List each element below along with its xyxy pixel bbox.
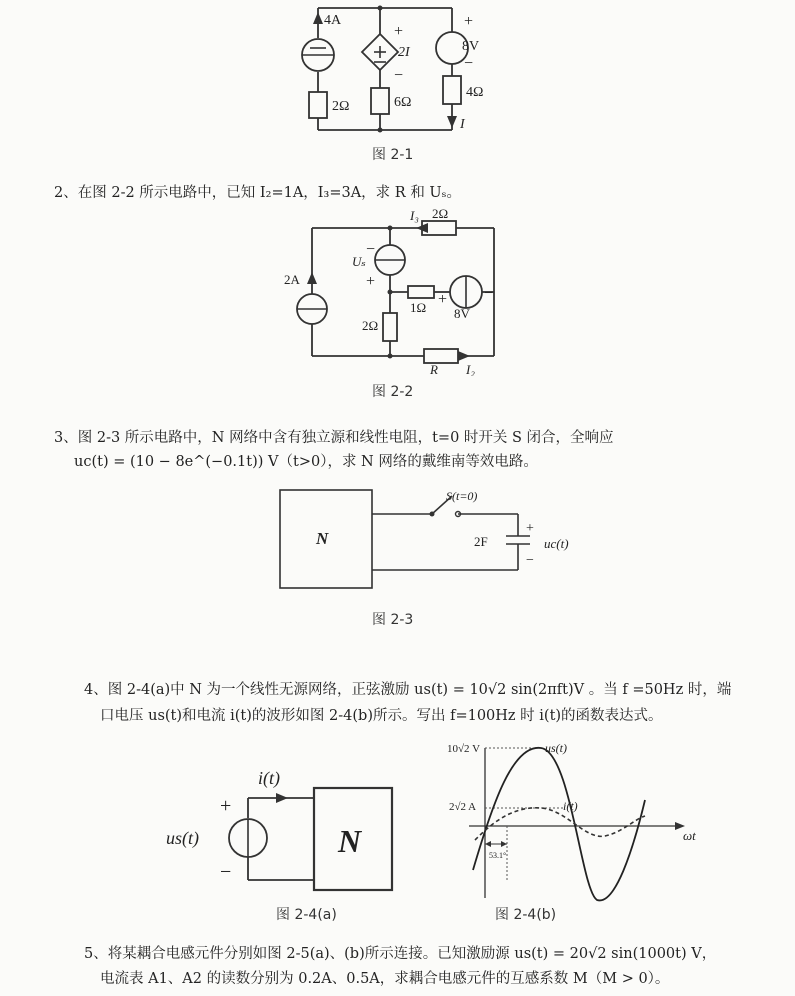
- current-label: I: [460, 117, 465, 132]
- resistor-label: 6Ω: [394, 95, 412, 110]
- phase-angle-label: 53.1°: [489, 851, 507, 860]
- switch-label: S(t=0): [446, 489, 478, 503]
- figure-2-4a: [150, 760, 410, 900]
- svg-text:+: +: [464, 13, 474, 30]
- svg-text:−: −: [484, 285, 494, 302]
- question-5-line-2: 电流表 A1、A2 的读数分别为 0.2A、0.5A，求耦合电感元件的互感系数 M（M > 0）。: [100, 971, 670, 987]
- resistor-label: 2Ω: [432, 206, 449, 221]
- max-current-label: 2√2 A: [449, 801, 477, 813]
- resistor-label: 4Ω: [466, 85, 484, 100]
- dependent-source-label: 2I: [398, 45, 410, 60]
- figure-2-3: [270, 478, 600, 598]
- figure-caption: 图 2-3: [372, 612, 414, 628]
- source-label: Uₛ: [352, 254, 366, 269]
- figure-2-4b: [445, 730, 715, 905]
- question-4: 4、图 2-4(a)中 N 为一个线性无源网络，正弦激励 us(t) = 10√2 sin(2πft)V 。当 f =50Hz 时，端: [84, 682, 732, 698]
- figure-2-2: [270, 206, 510, 376]
- resistor-label: 1Ω: [410, 300, 427, 315]
- current-curve-label: i(t): [563, 799, 578, 813]
- voltage-waveform: [473, 748, 645, 901]
- svg-text:−: −: [464, 55, 474, 72]
- question-3-line-2: uc(t) = (10 − 8e^(−0.1t)) V（t>0），求 N 网络的戴维南等效电路。: [74, 454, 538, 470]
- voltage-source-label: 8V: [462, 39, 480, 54]
- voltage-curve-label: us(t): [545, 741, 567, 755]
- figure-caption: 图 2-2: [372, 384, 414, 400]
- resistor-label: R: [430, 362, 438, 376]
- max-voltage-label: 10√2 V: [447, 743, 481, 755]
- resistor-label: 2Ω: [332, 99, 350, 114]
- svg-text:−: −: [394, 67, 404, 84]
- svg-text:+: +: [394, 23, 404, 40]
- current-arrow-icon: [276, 793, 288, 803]
- network-label: N: [338, 823, 362, 859]
- current-label: I₃: [410, 208, 419, 223]
- svg-text:+: +: [366, 273, 376, 290]
- question-2: 2、在图 2-2 所示电路中，已知 I₂=1A，I₃=3A，求 R 和 Uₛ。: [54, 185, 462, 201]
- current-label: I₂: [466, 362, 475, 376]
- axis-label: ωt: [683, 828, 696, 843]
- source-label: us(t): [166, 828, 199, 848]
- question-3: 3、图 2-3 所示电路中，N 网络中含有独立源和线性电阻，t=0 时开关 S 闭合，全响应: [54, 430, 614, 446]
- svg-text:−: −: [526, 553, 534, 568]
- figure-caption: 图 2-1: [372, 147, 414, 163]
- source-current-label: 2A: [284, 272, 300, 287]
- source-current-label: 4A: [324, 13, 342, 28]
- capacitor-label: 2F: [474, 534, 488, 549]
- svg-text:+: +: [438, 291, 448, 308]
- current-arrow-icon: [458, 351, 470, 361]
- figure-2-1: [290, 0, 510, 160]
- svg-text:+: +: [526, 521, 534, 536]
- svg-text:−: −: [366, 241, 376, 258]
- svg-text:−: −: [220, 861, 232, 883]
- question-4-line-2: 口电压 us(t)和电流 i(t)的波形如图 2-4(b)所示。写出 f=100Hz 时 i(t)的函数表达式。: [100, 708, 663, 724]
- current-label: i(t): [258, 768, 280, 788]
- voltage-label: uc(t): [544, 536, 569, 551]
- network-label: N: [316, 529, 329, 548]
- current-arrow-icon: [313, 12, 323, 24]
- figure-caption: 图 2-4(a): [276, 907, 337, 923]
- question-5: 5、将某耦合电感元件分别如图 2-5(a)、(b)所示连接。已知激励源 us(t) = 20√2 sin(1000t) V，: [84, 946, 717, 962]
- svg-text:+: +: [220, 795, 232, 817]
- current-arrow-icon: [307, 272, 317, 284]
- current-arrow-icon: [447, 116, 457, 128]
- current-waveform: [475, 808, 645, 840]
- figure-caption: 图 2-4(b): [495, 907, 557, 923]
- resistor-label: 2Ω: [362, 318, 379, 333]
- source-label: 8V: [454, 306, 470, 321]
